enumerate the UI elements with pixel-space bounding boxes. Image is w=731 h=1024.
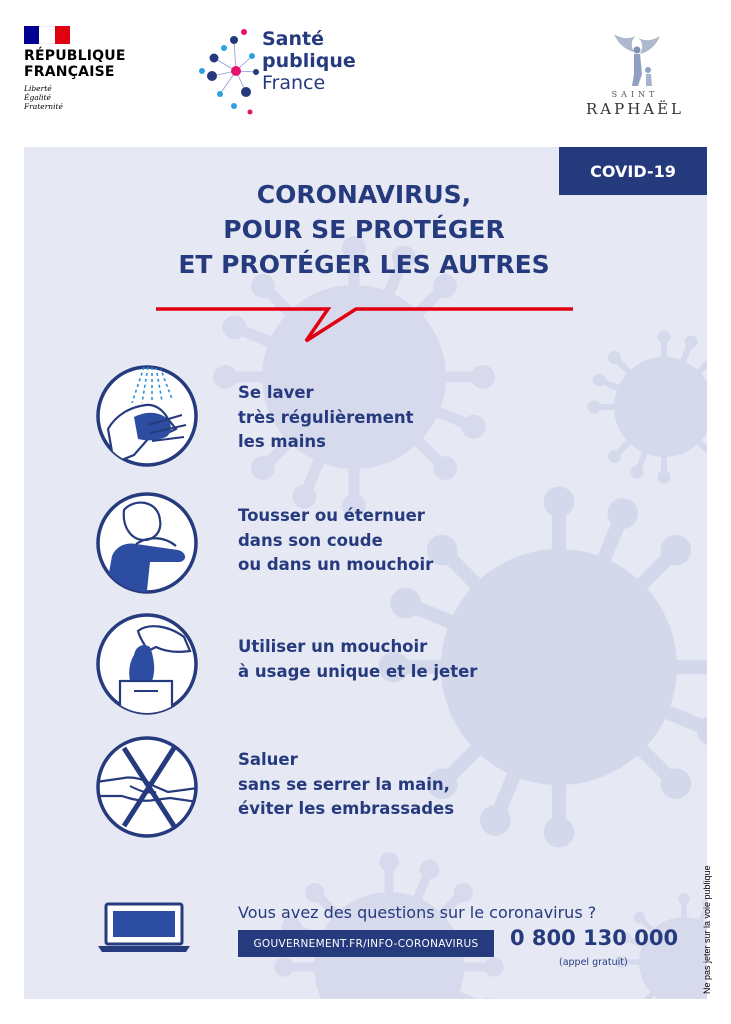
step-hand-washing-text: [238, 381, 414, 455]
step1-line3: les mains: [238, 432, 326, 451]
step2-line1: Tousser ou éternuer: [238, 506, 425, 525]
step-no-handshake-text: [238, 748, 454, 822]
cough-elbow-icon: [94, 490, 200, 596]
sante-publique-france-logo: [198, 26, 388, 116]
step2-line3: ou dans un mouchoir: [238, 555, 434, 574]
republique-line1: RÉPUBLIQUE: [24, 48, 126, 64]
step2-line2: dans son coude: [238, 530, 383, 550]
no-handshake-icon: [94, 734, 200, 840]
spf-line3: France: [262, 72, 326, 94]
republique-francaise-logo: [24, 26, 164, 111]
motto-fraternite: Fraternité: [24, 102, 63, 111]
spf-line2: publique: [262, 50, 356, 72]
step3-line1: Utiliser un mouchoir: [238, 637, 428, 656]
saint-text: SAINT: [611, 90, 659, 99]
spf-line1: Santé: [262, 28, 325, 50]
step-tissue-text: [238, 635, 477, 684]
info-url-link[interactable]: GOUVERNEMENT.FR/INFO-CORONAVIRUS: [238, 930, 494, 957]
headline-line2: POUR SE PROTÉGER: [223, 215, 505, 244]
step-cough-elbow-text: [238, 504, 433, 578]
covid-19-badge: COVID-19: [559, 147, 707, 195]
main-panel: [24, 147, 707, 999]
step3-line2: à usage unique et le jeter: [238, 661, 478, 681]
phone-note: (appel gratuit): [559, 957, 628, 968]
laptop-icon: [96, 902, 192, 954]
questions-text: Vous avez des questions sur le coronavirus ?: [238, 903, 597, 922]
step4-line3: éviter les embrassades: [238, 799, 455, 818]
disposal-note: Ne pas jeter sur la voie publique: [702, 865, 712, 994]
spf-dots-icon: [198, 26, 260, 116]
angel-icon: [606, 30, 666, 90]
french-flag-icon: [24, 26, 70, 44]
motto-egalite: Égalité: [24, 93, 51, 102]
saint-raphael-logo: [570, 30, 700, 120]
step4-line2: sans se serrer la main,: [238, 774, 450, 794]
republique-line2: FRANÇAISE: [24, 64, 115, 80]
hand-washing-icon: [94, 363, 200, 469]
step1-line2: très régulièrement: [238, 407, 414, 427]
headline-line3: ET PROTÉGER LES AUTRES: [178, 250, 550, 279]
phone-number[interactable]: 0 800 130 000: [510, 926, 679, 950]
headline-line1: CORONAVIRUS,: [256, 180, 472, 209]
step1-line1: Se laver: [238, 383, 314, 402]
raphael-text: RAPHAËL: [585, 100, 685, 118]
tissue-icon: [94, 611, 200, 717]
speech-bubble-underline: [24, 147, 707, 367]
motto-liberte: Liberté: [24, 84, 52, 93]
step4-line1: Saluer: [238, 750, 298, 769]
